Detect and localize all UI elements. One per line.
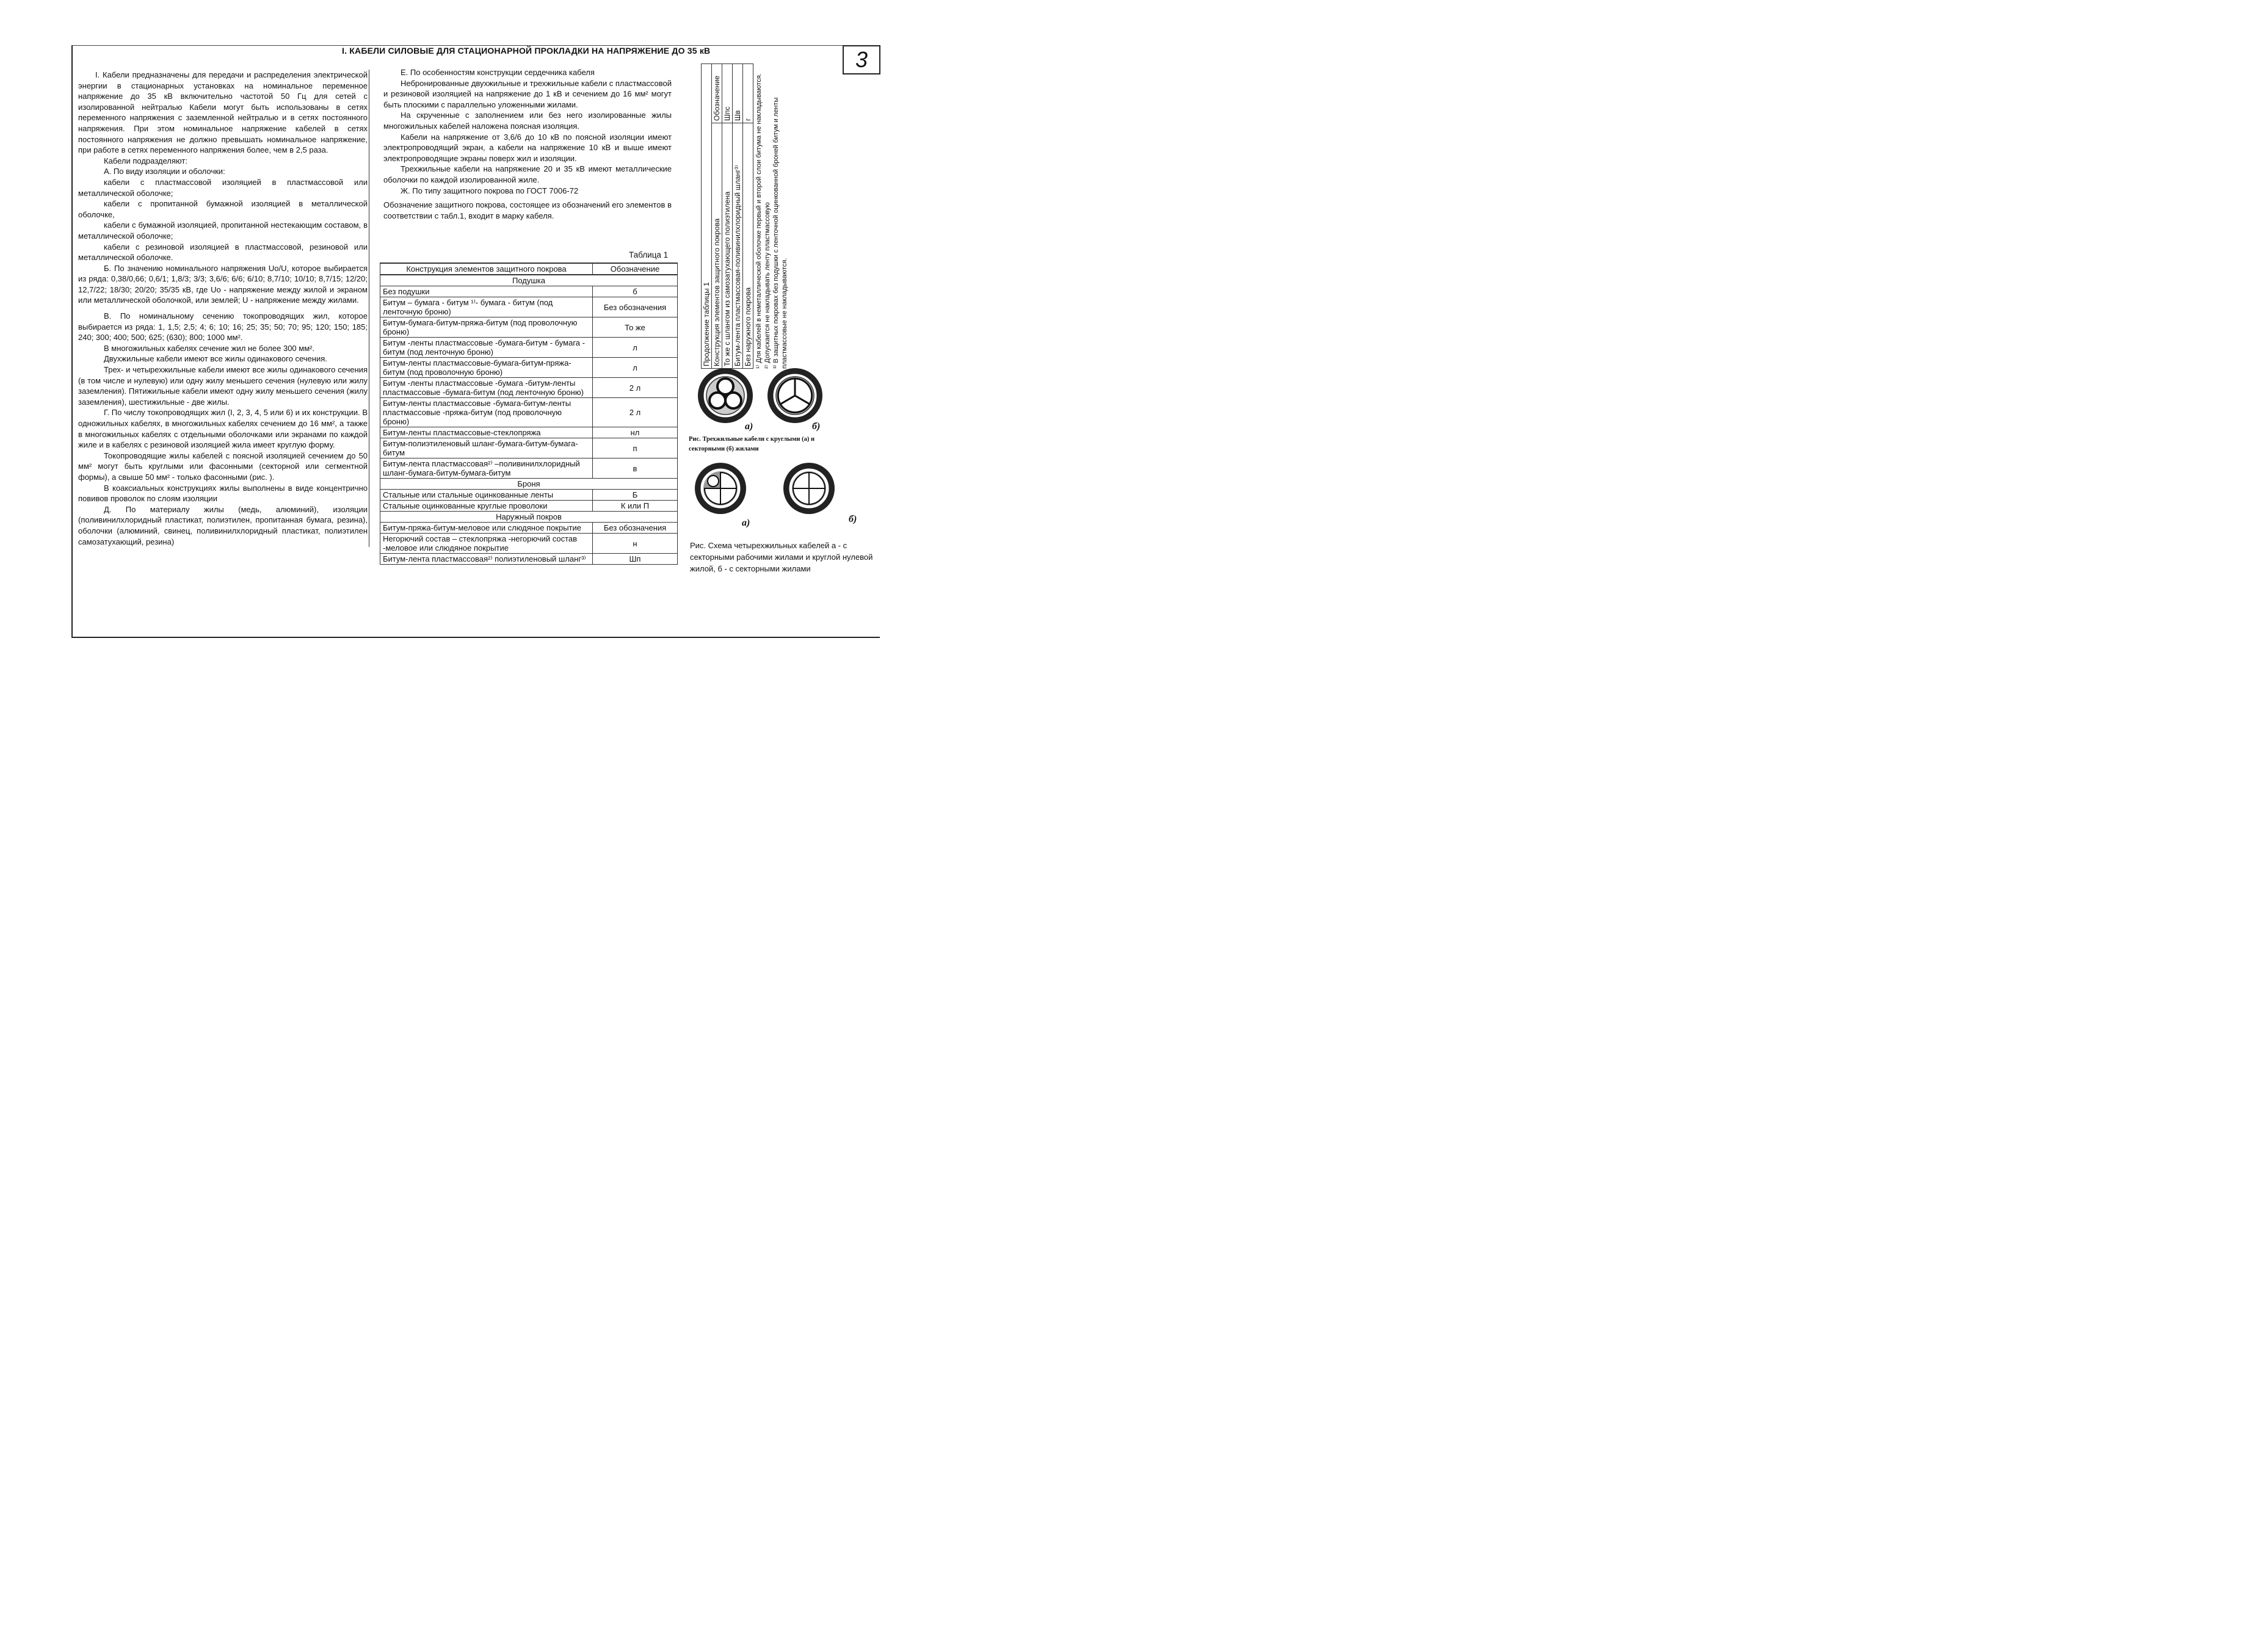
footnotes	[755, 63, 789, 369]
figure-label-b: б)	[812, 421, 821, 432]
table-row	[743, 64, 753, 369]
designation-cell: н	[593, 534, 678, 554]
construction-cell: Битум-ленты пластмассовые -бумага-битум-ленты пластмассовые -пряжа-битум (под проволочную броню)	[380, 398, 593, 427]
designation-cell: б	[593, 286, 678, 297]
list-item: кабели с пластмассовой изоляцией в пластмассовой или металлической оболочке;	[78, 177, 368, 198]
paragraph: Кабели на напряжение от 3,6/6 до 10 кВ по поясной изоляции имеют электропроводящий экран, а кабели на напряжение 10 кВ и выше имеют электропроводящие экраны поверх жил и изоляции.	[383, 132, 672, 163]
table-row	[380, 427, 678, 438]
column-header: Конструкция элементов защитного покрова	[712, 123, 722, 369]
figure-caption: Рис. Схема четырехжильных кабелей а - с секторными рабочими жилами и круглой нулевой жилой, б - с секторными жилами	[690, 541, 873, 573]
table-row	[722, 64, 733, 369]
construction-cell: Битум-лента пластмассовая²⁾ –поливинилхлоридный шланг-бумага-битум-бумага-битум	[380, 458, 593, 479]
construction-cell: Битум-ленты пластмассовые-стеклопряжа	[380, 427, 593, 438]
section-g-paragraph: Г. По числу токопроводящих жил (I, 2, 3, 4, 5 или 6) и их конструкции. В одножильных кабелях, в многожильных кабелях сечением до 16 мм², а также в многожильных кабелях с отдельными оболочками или экранами по каждой жиле и в кабелях с резиновой изоляцией жила имеет круглую форму.	[78, 408, 368, 450]
designation-cell: п	[593, 438, 678, 458]
table-row	[380, 490, 678, 501]
figure-label-a: а)	[742, 518, 750, 528]
designation-cell: в	[593, 458, 678, 479]
table-row	[380, 534, 678, 554]
paragraph: Небронированные двухжильные и трехжильные кабели с пластмассовой и резиновой изоляцией на напряжение до 1 кВ и сечением до 16 мм² могут быть плоскими с параллельно уложенными жилами.	[383, 78, 672, 109]
table-row	[380, 297, 678, 317]
cable-four-core-neutral-drawing	[695, 463, 746, 514]
construction-cell: Битум-пряжа-битум-меловое или слюдяное покрытие	[380, 523, 593, 534]
figure-label-a: а)	[745, 421, 753, 432]
construction-cell: Битум-бумага-битум-пряжа-битум (под проволочную броню)	[380, 317, 593, 338]
construction-cell: Битум – бумага - битум ¹⁾- бумага - битум (под ленточную броню)	[380, 297, 593, 317]
table-row	[380, 286, 678, 297]
table-section-header: Наружный покров	[380, 512, 678, 523]
construction-cell: То же с шлангом из самозатухающего полиэтилена	[722, 123, 733, 369]
construction-cell: Негорючий состав – стеклопряжа -негорючий состав -меловое или слюдяное покрытие	[380, 534, 593, 554]
table-row	[380, 438, 678, 458]
column-header: Обозначение	[593, 263, 678, 275]
figure-label-b: б)	[849, 514, 857, 524]
table-row	[380, 523, 678, 534]
section-zh-heading: Ж. По типу защитного покрова по ГОСТ 7006-72	[401, 186, 579, 195]
table-section-header: Подушка	[380, 275, 678, 286]
protective-cover-table	[380, 263, 678, 565]
column-header: Конструкция элементов защитного покрова	[380, 263, 593, 275]
page-title: I. КАБЕЛИ СИЛОВЫЕ ДЛЯ СТАЦИОНАРНОЙ ПРОКЛАДКИ НА НАПРЯЖЕНИЕ ДО 35 кВ	[342, 46, 711, 56]
table-row	[380, 378, 678, 398]
designation-cell: 2 л	[593, 398, 678, 427]
designation-cell: Б	[593, 490, 678, 501]
construction-cell: Без наружного покрова	[743, 123, 753, 369]
section-v-paragraph: В. По номинальному сечению токопроводящих жил, которое выбирается из ряда: 1, 1,5; 2,5; 4; 6; 10; 16; 25; 35; 50; 70; 95; 120; 150; 185; 240; 300; 400; 500; 625; (630); 800; 1000 мм².	[78, 311, 368, 342]
section-a-heading: А. По виду изоляции и оболочки:	[104, 167, 225, 176]
designation-cell: нл	[593, 427, 678, 438]
list-item: кабели с пропитанной бумажной изоляцией в металлической оболочке,	[78, 199, 368, 219]
table-row	[380, 501, 678, 512]
cable-four-sector-drawing	[783, 463, 835, 514]
table-row	[380, 358, 678, 378]
list-item: кабели с бумажной изоляцией, пропитанной нестекающим составом, в металлической оболочке;	[78, 220, 368, 241]
table-row	[380, 458, 678, 479]
three-core-cable-figure	[696, 365, 824, 426]
paragraph: На скрученные с заполнением или без него изолированные жилы многожильных кабелей наложена поясная изоляция.	[383, 110, 672, 131]
list-item: кабели с резиновой изоляцией в пластмассовой, резиновой или металлической оболочке.	[78, 242, 368, 263]
paragraph: Обозначение защитного покрова, состоящее из обозначений его элементов в соответствии с табл.1, входит в марку кабеля.	[383, 200, 672, 220]
designation-cell: Шп	[593, 554, 678, 565]
construction-cell: Битум-лента пластмассовая-поливинилхлоридный шланг³⁾	[733, 123, 743, 369]
table-row	[380, 317, 678, 338]
cable-round-cores-drawing	[698, 368, 753, 423]
left-column	[78, 70, 369, 547]
figure-caption: Рис. Трехжильные кабели с круглыми (а) и секторными (б) жилами	[689, 436, 814, 452]
construction-cell: Битум-полиэтиленовый шланг-бумага-битум-бумага-битум	[380, 438, 593, 458]
table-continuation	[701, 63, 836, 369]
designation-cell: л	[593, 358, 678, 378]
footnote: ³⁾ В защитных покровах без подушки с ленточной оцинкованной броней битум и ленты пластмассовые не накладываются.	[772, 97, 788, 369]
paragraph-intro: I. Кабели предназначены для передачи и распределения электрической энергии в стационарных установках на номинальное переменное напряжение до 35 кВ включительно частотой 50 Гц для сетей с изолированной нейтралью Кабели могут быть использованы в сетях переменного напряжения с заземленной нейтралью и в сетях постоянного напряжения. При этом номинальное напряжение кабелей в сетях постоянного напряжения не должно превышать номинальное напряжение, при работе в сетях переменного напряжения более, чем в 2,5 раза.	[78, 70, 368, 155]
table-caption: Таблица 1	[629, 250, 669, 259]
table-section-header: Броня	[380, 479, 678, 490]
table-caption: Продолжение таблицы 1	[702, 64, 712, 369]
middle-column	[383, 67, 672, 221]
designation-cell: Без обозначения	[593, 523, 678, 534]
designation-cell: Шпс	[722, 64, 733, 123]
table-row	[380, 338, 678, 358]
paragraph: Трехжильные кабели на напряжение 20 и 35 кВ имеют металлические оболочки по каждой изолированной жиле.	[383, 164, 672, 184]
paragraph: В многожильных кабелях сечение жил не более 300 мм².	[104, 343, 315, 353]
four-core-cable-figure	[693, 459, 840, 520]
paragraph: В коаксиальных конструкциях жилы выполнены в виде концентрично повивов проволок по слоям изоляции	[78, 483, 368, 504]
designation-cell: К или П	[593, 501, 678, 512]
designation-cell: Шв	[733, 64, 743, 123]
paragraph: Двухжильные кабели имеют все жилы одинакового сечения.	[104, 354, 327, 364]
section-d-paragraph: Д. По материалу жилы (медь, алюминий), изоляции (поливинилхлоридный пластикат, полиэтилен, пропитанная бумага, резина), оболочки (алюминий, свинец, поливинилхлоридный пластикат, полиэтилен самозатухающий, резина)	[78, 504, 368, 546]
table-row	[380, 554, 678, 565]
designation-cell: То же	[593, 317, 678, 338]
footnote: ²⁾ Допускается не накладывать ленту пластмассовую	[764, 202, 771, 369]
construction-cell: Стальные или стальные оцинкованные ленты	[380, 490, 593, 501]
table-row	[380, 398, 678, 427]
section-b-paragraph: Б. По значению номинального напряжения Uo/U, которое выбирается из ряда: 0,38/0,66; 0,6/1; 1,8/3; 3/3; 3,6/6; 6/6; 6/10; 8,7/10; 10/10; 8,7/15; 12/20; 12,7/22; 18/30; 20/20; 35/35 кВ, где Uo - напряжение между жилой и экраном или металлической оболочкой, или землей; U - напряжение между жилами.	[78, 263, 368, 305]
designation-cell: 2 л	[593, 378, 678, 398]
footnote: ¹⁾ Для кабелей в неметаллической оболочке первый и второй слои битума не накладываются.	[755, 73, 763, 369]
table-row	[733, 64, 743, 369]
page-number: 3	[843, 45, 880, 74]
construction-cell: Битум-лента пластмассовая²⁾ полиэтиленовый шланг³⁾	[380, 554, 593, 565]
paragraph-subdivide: Кабели подразделяют:	[104, 156, 187, 165]
cable-sector-cores-drawing	[767, 368, 822, 423]
construction-cell: Стальные оцинкованные круглые проволоки	[380, 501, 593, 512]
construction-cell: Без подушки	[380, 286, 593, 297]
construction-cell: Битум -ленты пластмассовые -бумага -битум-ленты пластмассовые -бумага-битум (под ленточную броню)	[380, 378, 593, 398]
construction-cell: Битум-ленты пластмассовые-бумага-битум-пряжа-битум (под проволочную броню)	[380, 358, 593, 378]
section-e-heading: Е. По особенностям конструкции сердечника кабеля	[401, 68, 595, 77]
construction-cell: Битум -ленты пластмассовые -бумага-битум - бумага - битум (под ленточную броню)	[380, 338, 593, 358]
paragraph: Трех- и четырехжильные кабели имеют все жилы одинакового сечения (в том числе и нулевую) или одну жилу меньшего сечения (нулевую или жилу заземления). Пятижильные кабели имеют одну жилу меньшего сечения (жилу заземления), шестижильные - две жилы.	[78, 365, 368, 407]
designation-cell: г	[743, 64, 753, 123]
paragraph: Токопроводящие жилы кабелей с поясной изоляцией сечением до 50 мм² могут быть круглыми или фасонными (секторной или сегментной формы), а свыше 50 мм² - только фасонными (рис. ).	[78, 451, 368, 482]
designation-cell: Без обозначения	[593, 297, 678, 317]
designation-cell: л	[593, 338, 678, 358]
column-header: Обозначение	[712, 64, 722, 123]
